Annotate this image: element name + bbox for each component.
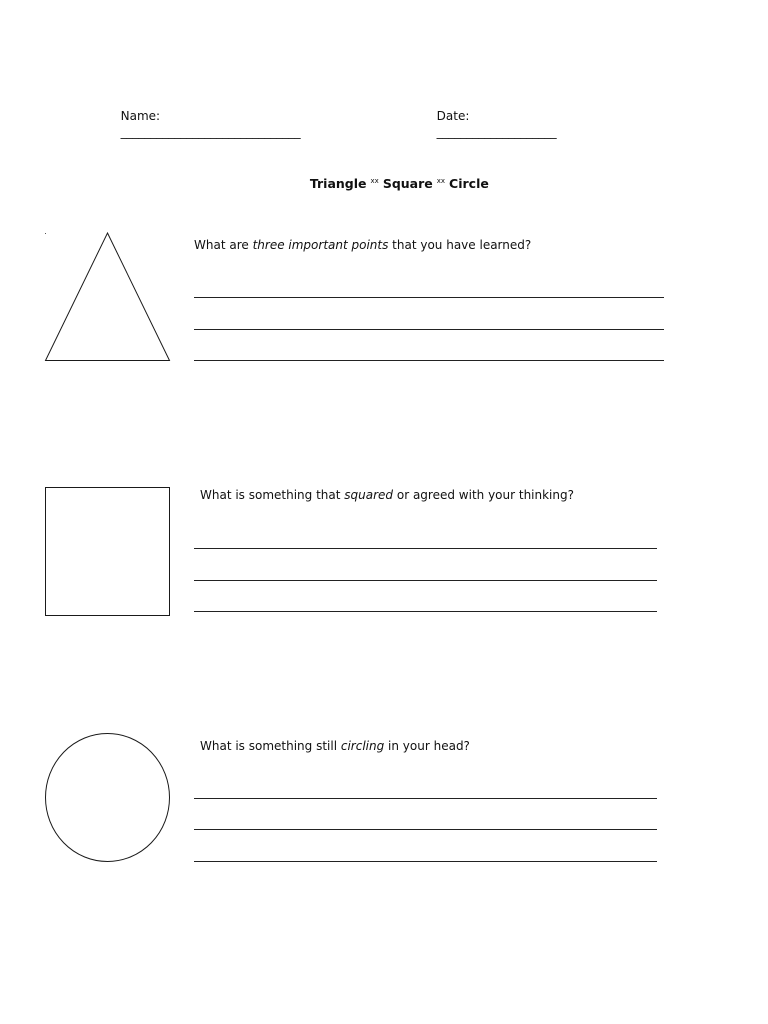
- answer-line[interactable]: [194, 829, 657, 830]
- title-separator: xx: [370, 177, 379, 185]
- date-blank: ____________________: [436, 125, 557, 139]
- date-row: [429, 92, 557, 140]
- answer-line[interactable]: [194, 297, 664, 298]
- answer-line[interactable]: [194, 329, 664, 330]
- question-circle: What is something still circling in your head?: [200, 739, 470, 753]
- answer-line[interactable]: [194, 360, 664, 361]
- answer-line[interactable]: [194, 611, 657, 612]
- title-separator: xx: [436, 177, 446, 185]
- answer-line[interactable]: [194, 580, 657, 581]
- circle-icon: [44, 732, 171, 863]
- answer-line[interactable]: [194, 861, 657, 862]
- title-triangle: Triangle: [309, 176, 367, 191]
- square-icon: [44, 486, 171, 617]
- page-title: [0, 157, 768, 192]
- title-square: Square: [382, 176, 433, 191]
- name-row: [113, 92, 301, 140]
- name-blank: ______________________________: [120, 125, 301, 139]
- date-label: Date:: [436, 109, 470, 123]
- name-label: Name:: [120, 109, 161, 123]
- answer-line[interactable]: [194, 548, 657, 549]
- title-circle: Circle: [449, 176, 489, 191]
- question-square: What is something that squared or agreed with your thinking?: [200, 488, 574, 502]
- answer-line[interactable]: [194, 798, 657, 799]
- question-triangle: What are three important points that you have learned?: [194, 238, 532, 252]
- triangle-icon: [44, 232, 171, 362]
